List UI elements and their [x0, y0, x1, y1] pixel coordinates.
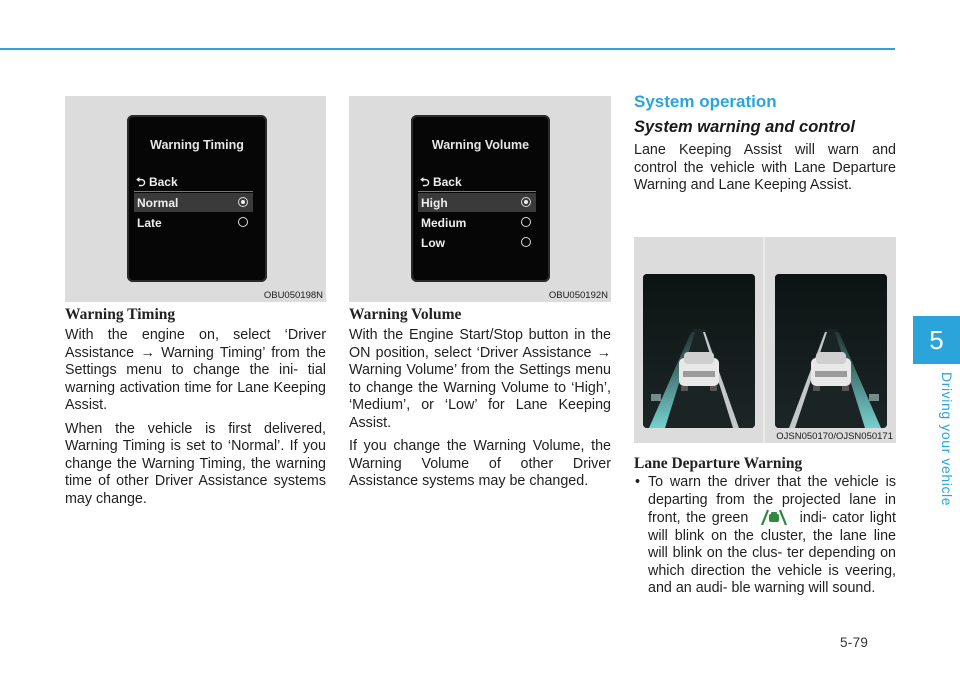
lane-keeping-indicator-icon	[754, 509, 794, 525]
chapter-title: Driving your vehicle	[939, 372, 955, 507]
option-label: High	[421, 196, 448, 210]
section-heading: System operation	[634, 92, 777, 111]
figure-code: OJSN050170/OJSN050171	[776, 431, 893, 442]
warning-volume-figure	[349, 96, 611, 302]
warning-timing-body	[65, 327, 326, 514]
radio-selected-icon	[521, 197, 531, 207]
back-arrow-icon: ⮌	[136, 175, 146, 189]
cluster-right-drift-image	[775, 274, 887, 428]
cluster-screen	[411, 115, 550, 282]
radio-selected-icon	[238, 197, 248, 207]
figure-code: OBU050192N	[548, 290, 608, 301]
page-number: 5-79	[840, 635, 869, 650]
divider	[134, 191, 253, 192]
list-item	[634, 474, 896, 598]
intro-paragraph: Lane Keeping Assist will warn and control the vehicle with Lane Departure Warning and Lane Keeping Assist.	[634, 142, 896, 193]
lane-departure-figure	[634, 237, 896, 443]
figure-divider	[763, 237, 765, 443]
divider	[418, 191, 536, 192]
option-medium	[418, 213, 536, 232]
cluster-screen	[127, 115, 267, 282]
back-label: Back	[432, 175, 462, 189]
figure-code: OBU050198N	[263, 290, 323, 301]
paragraph: When the vehicle is first delivered, Warning Timing is set to ‘Normal’. If you change the Warning Timing, the warning time of other Driver Assistance systems may change.	[65, 420, 326, 507]
cluster-left-drift-image	[643, 274, 755, 428]
radio-unselected-icon	[238, 217, 248, 227]
screen-title: Warning Timing	[150, 138, 244, 152]
back-label: Back	[148, 175, 178, 189]
screen-title: Warning Volume	[431, 138, 530, 152]
option-high	[418, 193, 536, 212]
option-late	[134, 213, 253, 232]
subsection-heading: System warning and control	[634, 118, 855, 136]
option-label: Normal	[137, 196, 179, 210]
option-normal	[134, 193, 253, 212]
paragraph: If you change the Warning Volume, the Warning Volume of other Driver Assistance systems may be changed.	[349, 438, 611, 489]
top-rule	[0, 48, 895, 50]
chapter-number-tab: 5	[913, 316, 960, 364]
warning-volume-heading: Warning Volume	[349, 306, 462, 323]
bullet-text-before: To warn the driver that the vehicle is departing from the projected lane in front, the green	[648, 474, 896, 526]
option-label: Medium	[421, 216, 467, 230]
warning-volume-body	[349, 327, 611, 497]
radio-unselected-icon	[521, 217, 531, 227]
bullet-text-after: indi- cator light will blink on the cluster, the lane line will blink on the clus- ter depending on which direction the vehicle is veering, and an audi- ble warning will sound.	[648, 510, 896, 596]
paragraph: With the engine on, select ‘Driver Assistance → Warning Timing’ from the Settings menu to change the ini- tial warning activation time for Lane Keeping Assist.	[65, 327, 326, 413]
option-low	[418, 233, 536, 252]
warning-timing-figure	[65, 96, 326, 302]
radio-unselected-icon	[521, 237, 531, 247]
lane-departure-heading: Lane Departure Warning	[634, 455, 803, 472]
back-arrow-icon: ⮌	[420, 175, 430, 189]
option-label: Late	[137, 216, 162, 230]
lane-departure-bullets	[634, 474, 896, 598]
warning-timing-heading: Warning Timing	[65, 306, 176, 323]
paragraph: With the Engine Start/Stop button in the ON position, select ‘Driver Assistance → Warning Volume’ from the Settings menu to change the Warning Volume to ‘High’, ‘Medium’, or ‘Low’ for Lane Keeping Assist.	[349, 327, 611, 431]
option-label: Low	[421, 236, 445, 250]
